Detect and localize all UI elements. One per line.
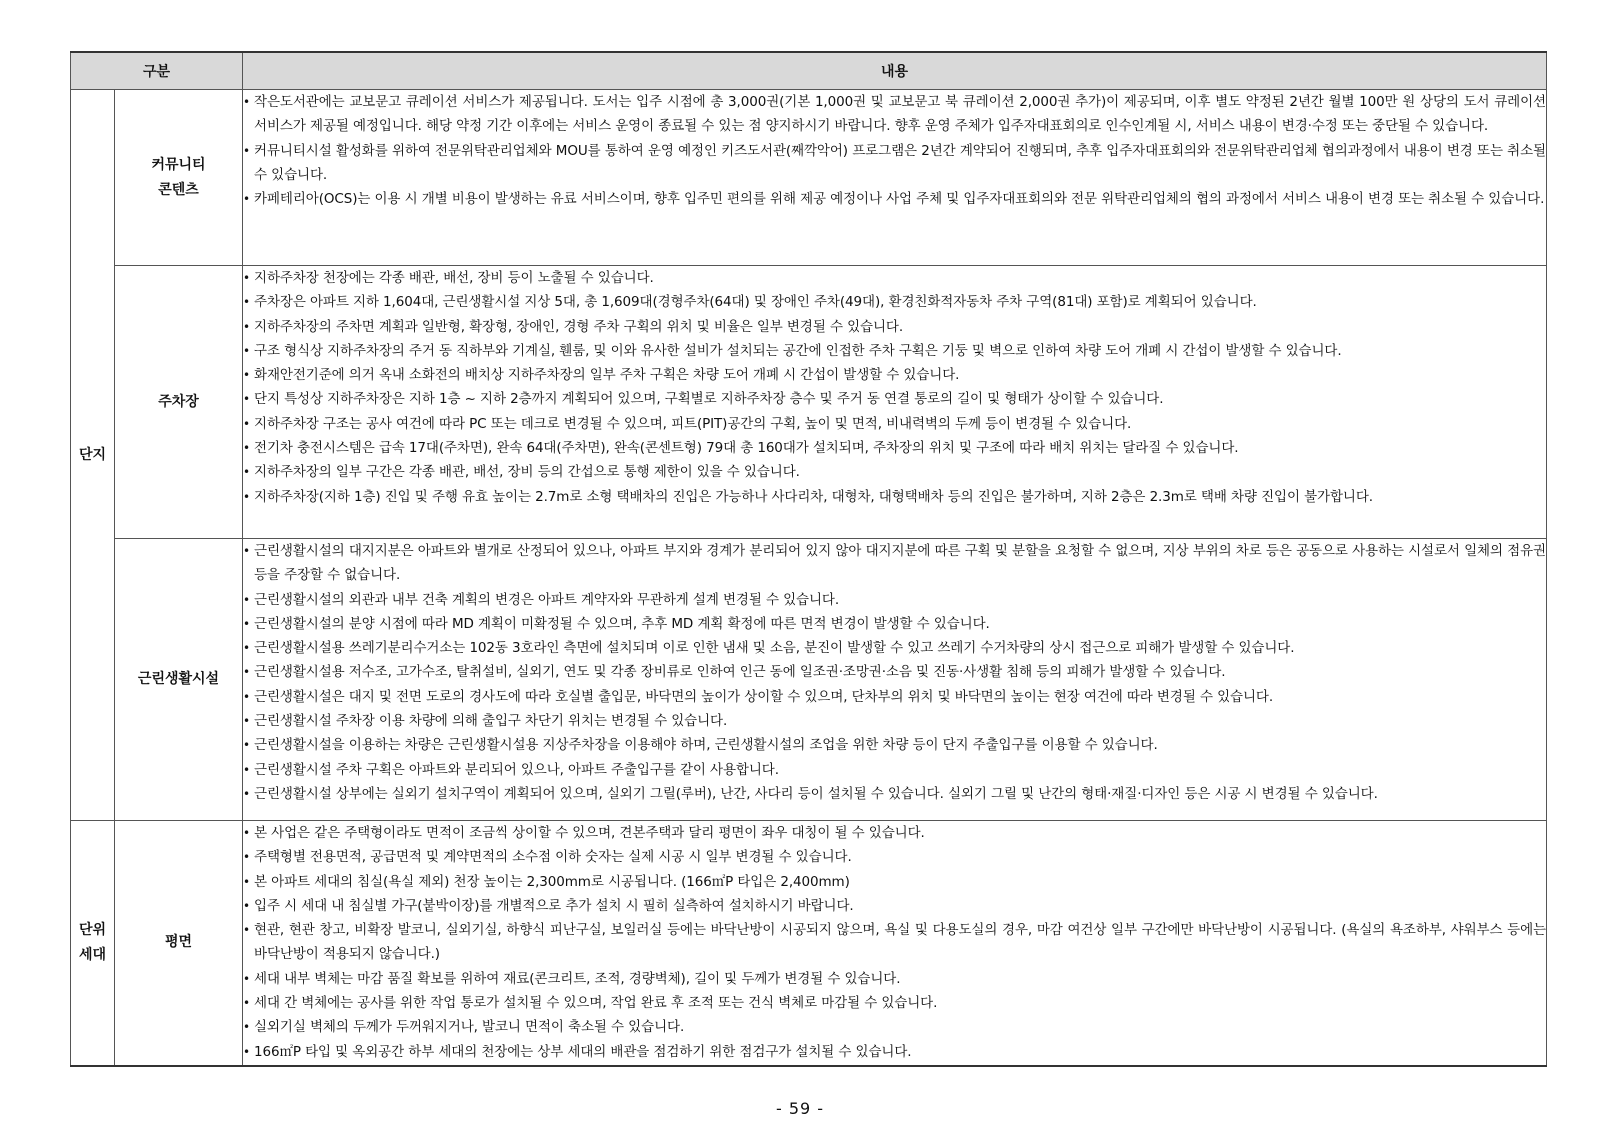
category-cell: 단지 — [71, 90, 115, 821]
subcategory-cell: 커뮤니티 콘텐츠 — [115, 90, 243, 266]
table-row — [71, 90, 1547, 266]
list-item: • 근린생활시설의 대지지분은 아파트와 별개로 산정되어 있으나, 아파트 부지와 경계가 분리되어 있지 않아 대지지분에 따른 구획 및 분할을 요청할 수 없으며, 지상 부위의 차로 등은 공동으로 사용하는 시설로서 일체의 점유권 등을 주장할 수 없습니다. — [243, 539, 1546, 588]
table-header-row — [71, 52, 1547, 90]
list-item: • 입주 시 세대 내 침실별 가구(붙박이장)를 개별적으로 추가 설치 시 필히 실측하여 설치하시기 바랍니다. — [243, 894, 1546, 918]
list-item: • 근린생활시설의 외관과 내부 건축 계획의 변경은 아파트 계약자와 무관하게 설계 변경될 수 있습니다. — [243, 588, 1546, 612]
list-item: • 주차장은 아파트 지하 1,604대, 근린생활시설 지상 5대, 총 1,609대(경형주차(64대) 및 장애인 주차(49대), 환경친화적자동차 주차 구역(81대) 포함)로 계획되어 있습니다. — [243, 290, 1546, 314]
list-item: • 커뮤니티시설 활성화를 위하여 전문위탁관리업체와 MOU를 통하여 운영 예정인 키즈도서관(째깍악어) 프로그램은 2년간 계약되어 진행되며, 추후 입주자대표회의와 전문위탁관리업체 협의과정에서 내용이 변경 또는 취소될 수 있습니다. — [243, 139, 1546, 188]
list-item: • 실외기실 벽체의 두께가 두꺼워지거나, 발코니 면적이 축소될 수 있습니다. — [243, 1015, 1546, 1039]
content-cell — [243, 90, 1547, 266]
bullet-list — [243, 266, 1546, 509]
list-item: • 근린생활시설 상부에는 실외기 설치구역이 계획되어 있으며, 실외기 그릴(루버), 난간, 사다리 등이 설치될 수 있습니다. 실외기 그릴 및 난간의 형태·재질·디자인 등은 시공 시 변경될 수 있습니다. — [243, 782, 1546, 806]
list-item: • 현관, 현관 창고, 비확장 발코니, 실외기실, 하향식 피난구실, 보일러실 등에는 바닥난방이 시공되지 않으며, 욕실 및 다용도실의 경우, 마감 여건상 일부 구간에만 바닥난방이 시공됩니다. (욕실의 욕조하부, 샤워부스 등에는 바닥난방이 적용되지 않습니다.) — [243, 918, 1546, 967]
header-content: 내용 — [243, 52, 1547, 90]
table-row — [71, 539, 1547, 821]
list-item: • 화재안전기준에 의거 옥내 소화전의 배치상 지하주차장의 일부 주차 구획은 차량 도어 개폐 시 간섭이 발생할 수 있습니다. — [243, 363, 1546, 387]
list-item: • 세대 내부 벽체는 마감 품질 확보를 위하여 재료(콘크리트, 조적, 경량벽체), 길이 및 두께가 변경될 수 있습니다. — [243, 967, 1546, 991]
list-item: • 지하주차장 천장에는 각종 배관, 배선, 장비 등이 노출될 수 있습니다. — [243, 266, 1546, 290]
bullet-list — [243, 539, 1546, 806]
list-item: • 단지 특성상 지하주차장은 지하 1층 ~ 지하 2층까지 계획되어 있으며, 구획별로 지하주차장 층수 및 주거 동 연결 통로의 길이 및 형태가 상이할 수 있습니다. — [243, 387, 1546, 411]
page-number: - 59 - — [775, 1099, 825, 1118]
subcategory-cell: 주차장 — [115, 266, 243, 539]
list-item: • 지하주차장의 주차면 계획과 일반형, 확장형, 장애인, 경형 주차 구획의 위치 및 비율은 일부 변경될 수 있습니다. — [243, 315, 1546, 339]
list-item: • 구조 형식상 지하주차장의 주거 동 직하부와 기계실, 휀룸, 및 이와 유사한 설비가 설치되는 공간에 인접한 주차 구획은 기둥 및 벽으로 인하여 차량 도어 개폐 시 간섭이 발생할 수 있습니다. — [243, 339, 1546, 363]
list-item: • 근린생활시설의 분양 시점에 따라 MD 계획이 미확정될 수 있으며, 추후 MD 계획 확정에 따른 면적 변경이 발생할 수 있습니다. — [243, 612, 1546, 636]
list-item: • 주택형별 전용면적, 공급면적 및 계약면적의 소수점 이하 숫자는 실제 시공 시 일부 변경될 수 있습니다. — [243, 845, 1546, 869]
list-item: • 본 아파트 세대의 침실(욕실 제외) 천장 높이는 2,300mm로 시공됩니다. (166㎡P 타입은 2,400mm) — [243, 870, 1546, 894]
table-row — [71, 266, 1547, 539]
notice-table — [70, 51, 1547, 1067]
list-item: • 세대 간 벽체에는 공사를 위한 작업 통로가 설치될 수 있으며, 작업 완료 후 조적 또는 건식 벽체로 마감될 수 있습니다. — [243, 991, 1546, 1015]
list-item: • 근린생활시설은 대지 및 전면 도로의 경사도에 따라 호실별 출입문, 바닥면의 높이가 상이할 수 있으며, 단차부의 위치 및 바닥면의 높이는 현장 여건에 따라 변경될 수 있습니다. — [243, 685, 1546, 709]
subcategory-cell: 근린생활시설 — [115, 539, 243, 821]
content-cell — [243, 821, 1547, 1066]
list-item: • 근린생활시설용 저수조, 고가수조, 탈취설비, 실외기, 연도 및 각종 장비류로 인하여 인근 동에 일조권·조망권·소음 및 진동·사생활 침해 등의 피해가 발생할 수 있습니다. — [243, 660, 1546, 684]
list-item: • 근린생활시설을 이용하는 차량은 근린생활시설용 지상주차장을 이용해야 하며, 근린생활시설의 조업을 위한 차량 등이 단지 주출입구를 이용할 수 있습니다. — [243, 733, 1546, 757]
category-cell: 단위 세대 — [71, 821, 115, 1066]
list-item: • 본 사업은 같은 주택형이라도 면적이 조금씩 상이할 수 있으며, 견본주택과 달리 평면이 좌우 대칭이 될 수 있습니다. — [243, 821, 1546, 845]
table-row — [71, 821, 1547, 1066]
list-item: • 카페테리아(OCS)는 이용 시 개별 비용이 발생하는 유료 서비스이며, 향후 입주민 편의를 위해 제공 예정이나 사업 주체 및 입주자대표회의와 전문 위탁관리업체의 협의 과정에서 서비스 내용이 변경 또는 취소될 수 있습니다. — [243, 187, 1546, 211]
content-cell — [243, 266, 1547, 539]
list-item: • 지하주차장의 일부 구간은 각종 배관, 배선, 장비 등의 간섭으로 통행 제한이 있을 수 있습니다. — [243, 460, 1546, 484]
list-item: • 전기차 충전시스템은 급속 17대(주차면), 완속 64대(주차면), 완속(콘센트형) 79대 총 160대가 설치되며, 주차장의 위치 및 구조에 따라 배치 위치는 달라질 수 있습니다. — [243, 436, 1546, 460]
list-item: • 근린생활시설용 쓰레기분리수거소는 102동 3호라인 측면에 설치되며 이로 인한 냄새 및 소음, 분진이 발생할 수 있고 쓰레기 수거차량의 상시 접근으로 피해가 발생할 수 있습니다. — [243, 636, 1546, 660]
content-cell — [243, 539, 1547, 821]
list-item: • 근린생활시설 주차 구획은 아파트와 분리되어 있으나, 아파트 주출입구를 같이 사용합니다. — [243, 758, 1546, 782]
notice-table-body — [71, 52, 1547, 1066]
bullet-list — [243, 90, 1546, 211]
list-item: • 작은도서관에는 교보문고 큐레이션 서비스가 제공됩니다. 도서는 입주 시점에 총 3,000권(기본 1,000권 및 교보문고 북 큐레이션 2,000권 추가)이 제공되며, 이후 별도 약정된 2년간 월별 100만 원 상당의 도서 큐레이션 서비스가 제공될 예정입니다. 해당 약정 기간 이후에는 서비스 운영이 종료될 수 있는 점 양지하시기 바랍니다. 향후 운영 주체가 입주자대표회의로 인수인계될 시, 서비스 내용이 변경·수정 또는 중단될 수 있습니다. — [243, 90, 1546, 139]
header-category: 구분 — [71, 52, 243, 90]
list-item: • 지하주차장(지하 1층) 진입 및 주행 유효 높이는 2.7m로 소형 택배차의 진입은 가능하나 사다리차, 대형차, 대형택배차 등의 진입은 불가하며, 지하 2층은 2.3m로 택배 차량 진입이 불가합니다. — [243, 485, 1546, 509]
subcategory-cell: 평면 — [115, 821, 243, 1066]
list-item: • 166㎡P 타입 및 옥외공간 하부 세대의 천장에는 상부 세대의 배관을 점검하기 위한 점검구가 설치될 수 있습니다. — [243, 1040, 1546, 1064]
bullet-list — [243, 821, 1546, 1064]
list-item: • 지하주차장 구조는 공사 여건에 따라 PC 또는 데크로 변경될 수 있으며, 피트(PIT)공간의 구획, 높이 및 면적, 비내력벽의 두께 등이 변경될 수 있습니다. — [243, 412, 1546, 436]
list-item: • 근린생활시설 주차장 이용 차량에 의해 출입구 차단기 위치는 변경될 수 있습니다. — [243, 709, 1546, 733]
